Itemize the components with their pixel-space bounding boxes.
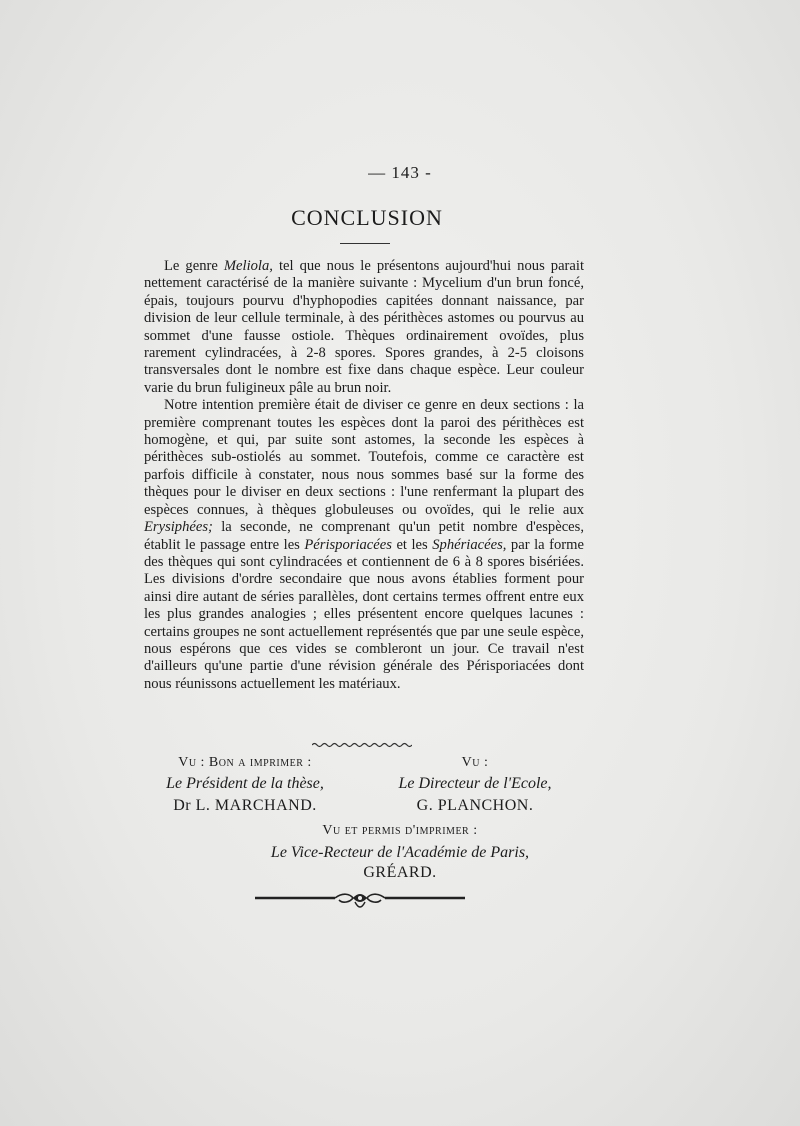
left-signature-name: Dr L. MARCHAND.: [173, 797, 317, 814]
center-signature-name: GRÉARD.: [363, 864, 437, 881]
signature-roles: [130, 775, 590, 793]
text-run: par la forme des thèques qui sont cylindracées et contiennent de 6 à 8 spores bisériées. Les divisions d'ordre secondaire que nous avons établies forment pour ainsi dire autant de séries parallèles, dont certains termes offrent entre eux les plus grandes analogies ; elles présentent encore quelques lacunes : certains groupes ne sont actuellement représentés que par une seule espèce, nous espérons que ces vides se combleront un jour. Ce travail n'est d'ailleurs qu'une partie d'une révision générale des Périsporiacées dont nous réunissons actuellement les matériaux.: [144, 536, 584, 692]
signature-names: [130, 797, 590, 815]
signature-headings: [130, 755, 590, 771]
text-run: et les: [391, 536, 433, 553]
italic-term: Périsporiacées: [304, 536, 392, 553]
text-run: Le genre: [164, 258, 224, 274]
paragraph-2: [144, 397, 584, 693]
page-title: CONCLUSION: [291, 205, 443, 230]
center-signature-role: Le Vice-Recteur de l'Académie de Paris,: [270, 844, 530, 861]
right-signature-role: Le Directeur de l'Ecole,: [398, 775, 552, 792]
italic-term: Erysiphées;: [144, 519, 213, 536]
left-signature-heading: Vu : Bon a imprimer :: [178, 755, 312, 770]
title-underline: [340, 243, 390, 244]
ornamental-tailpiece: [255, 888, 465, 916]
paragraph-1: [144, 258, 584, 397]
text-run: tel que nous le présentons aujourd'hui nous parait nettement caractérisé de la manière suivante : Mycelium d'un brun foncé, épais, toujours pourvu d'hyphopodies capitées donnant naissance, par division de leur cellule terminale, à des périthèces astomes ou pourvus au sommet d'une fausse ostiole. Thèques ordinairement ovoïdes, plus rarement cylindracées, à 2-8 spores. Spores grandes, à 2-5 cloisons transversales dont le nombre est fixe dans chaque espèce. Leur couleur varie du brun fuligineux pâle au brun noir.: [144, 258, 584, 396]
right-signature-name: G. PLANCHON.: [416, 797, 534, 814]
italic-term: Meliola,: [223, 258, 273, 274]
page-number: — 143 -: [368, 163, 432, 182]
right-signature-heading: Vu :: [461, 755, 489, 770]
center-signature-heading: Vu et permis d'imprimer :: [322, 823, 478, 838]
left-signature-role: Le Président de la thèse,: [166, 775, 324, 792]
wavy-separator: [312, 741, 412, 749]
text-run: la seconde, ne comprenant qu'un petit nombre d'espèces, établit le passage entre les: [144, 519, 584, 553]
conclusion-body: [144, 258, 584, 693]
text-run: Notre intention première était de diviser ce genre en deux sections : la première comprenant toutes les espèces dont la paroi des périthèces est homogène, et qui, par suite sont astomes, la seconde les espèces à périthèces sub-ostiolés au sommet. Toutefois, comme ce caractère est parfois difficile à constater, nous nous sommes basé sur la forme des thèques pour le diviser en deux sections : l'une renfermant la plupart des espèces connues, à thèques globuleuses ou ovoïdes, qui le relie aux: [144, 397, 584, 518]
italic-term: Sphériacées,: [432, 536, 507, 553]
